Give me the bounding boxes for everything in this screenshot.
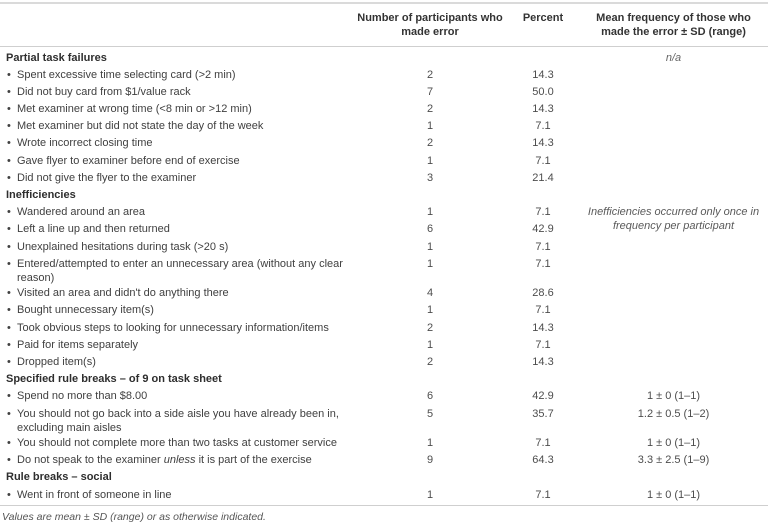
table-row [0, 83, 768, 100]
column-header-participants: Number of participants who made error [357, 12, 503, 38]
section-row-specified-rule-breaks [0, 371, 768, 388]
section-row-partial-task-failures [0, 49, 768, 66]
percent-value: 7.1 [535, 120, 551, 133]
table-row [0, 238, 768, 255]
bullet-icon: • [7, 454, 11, 467]
participants-count: 6 [426, 390, 434, 403]
percent-value: 7.1 [535, 304, 551, 317]
table-row [0, 169, 768, 186]
bullet-icon: • [7, 206, 11, 219]
row-label: Took obvious steps to looking for unnecessary information/items [17, 321, 329, 334]
percent-value: 7.1 [535, 206, 551, 219]
participants-count: 1 [426, 240, 434, 253]
table-row [0, 486, 768, 503]
percent-value: 7.1 [535, 338, 551, 351]
bullet-icon: • [7, 171, 11, 184]
mean-frequency-value: 1 ± 0 (1–1) [646, 488, 701, 501]
bullet-icon: • [7, 240, 11, 253]
row-label: Did not buy card from $1/value rack [17, 85, 191, 98]
participants-count: 6 [426, 223, 434, 236]
section-label: Inefficiencies [6, 189, 76, 201]
participants-count: 2 [426, 321, 434, 334]
row-label: Spend no more than $8.00 [17, 390, 148, 403]
bullet-icon: • [7, 407, 11, 420]
percent-value: 42.9 [532, 223, 554, 236]
percent-value: 64.3 [532, 454, 554, 467]
row-label: Spent excessive time selecting card (>2 min) [17, 68, 236, 81]
percent-value: 14.3 [532, 356, 554, 368]
table-header-row [0, 2, 768, 47]
participants-count: 1 [426, 304, 434, 317]
row-label: Entered/attempted to enter an unnecessary area (without any clear reason) [17, 257, 343, 284]
bullet-icon: • [7, 120, 11, 133]
percent-value: 14.3 [532, 137, 554, 150]
table-row [0, 101, 768, 118]
row-label: Met examiner at wrong time (<8 min or >12 min) [17, 103, 252, 116]
participants-count: 1 [426, 338, 434, 351]
bullet-icon: • [7, 338, 11, 351]
table-footnote: Values are mean ± SD (range) or as otherwise indicated. [0, 505, 768, 524]
mean-frequency-value: 1 ± 0 (1–1) [646, 390, 701, 403]
participants-count: 2 [426, 137, 434, 150]
percent-value: 42.9 [532, 390, 554, 403]
bullet-icon: • [7, 85, 11, 98]
row-label: Went in front of someone in line [17, 488, 172, 501]
bullet-icon: • [7, 437, 11, 450]
row-label: Paid for items separately [17, 338, 139, 351]
percent-value: 7.1 [535, 437, 551, 450]
row-label: Gave flyer to examiner before end of exercise [17, 154, 240, 167]
participants-count: 1 [426, 257, 434, 270]
percent-value: 7.1 [535, 154, 551, 167]
bullet-icon: • [7, 304, 11, 317]
section-label: Partial task failures [6, 51, 107, 64]
table-row [0, 66, 768, 83]
participants-count: 1 [426, 488, 434, 501]
mean-frequency-value: 1 ± 0 (1–1) [646, 437, 701, 450]
percent-value: 14.3 [532, 103, 554, 116]
table-row [0, 405, 768, 435]
percent-value: 14.3 [532, 68, 554, 81]
participants-count: 1 [426, 437, 434, 450]
table-row [0, 336, 768, 353]
participants-count: 5 [426, 407, 434, 420]
italic-word: unless [163, 454, 196, 467]
table-row [0, 118, 768, 135]
row-label: Left a line up and then returned [17, 223, 170, 236]
table-row [0, 319, 768, 336]
row-label: You should not go back into a side aisle you have already been in, excluding main aisles [17, 407, 339, 434]
row-label: Wrote incorrect closing time [17, 137, 153, 150]
bullet-icon: • [7, 287, 11, 300]
table-body [0, 47, 768, 503]
table-row [0, 152, 768, 169]
mean-frequency-value: 3.3 ± 2.5 (1–9) [637, 454, 710, 467]
row-label: Did not give the flyer to the examiner [17, 171, 197, 184]
table-row [0, 255, 768, 285]
percent-value: 28.6 [532, 287, 554, 300]
section-row-rule-breaks-social [0, 469, 768, 486]
row-label: Unexplained hesitations during task (>20 s) [17, 240, 229, 253]
section-label: Rule breaks – social [6, 471, 112, 484]
participants-count: 1 [426, 154, 434, 167]
bullet-icon: • [7, 137, 11, 150]
table-row [0, 452, 768, 469]
bullet-icon: • [7, 356, 11, 368]
row-label: Wandered around an area [17, 206, 146, 219]
bullet-icon: • [7, 68, 11, 81]
percent-value: 7.1 [535, 488, 551, 501]
column-header-percent: Percent [522, 12, 564, 24]
section-label: Specified rule breaks – of 9 on task sheet [6, 373, 222, 386]
row-label: You should not complete more than two tasks at customer service [17, 437, 337, 450]
participants-count: 2 [426, 356, 434, 368]
table-row [0, 388, 768, 405]
participants-count: 1 [426, 120, 434, 133]
percent-value: 50.0 [532, 85, 554, 98]
participants-count: 9 [426, 454, 434, 467]
column-header-mean-frequency: Mean frequency of those who made the error ± SD (range) [596, 12, 751, 38]
row-label: Bought unnecessary item(s) [17, 304, 154, 317]
table-row [0, 285, 768, 302]
table-row [0, 135, 768, 152]
percent-value: 7.1 [535, 240, 551, 253]
participants-count: 4 [426, 287, 434, 300]
bullet-icon: • [7, 223, 11, 236]
participants-count: 7 [426, 85, 434, 98]
bullet-icon: • [7, 488, 11, 501]
bullet-icon: • [7, 154, 11, 167]
row-label: Met examiner but did not state the day of the week [17, 120, 264, 133]
bullet-icon: • [7, 103, 11, 116]
mean-frequency-value: n/a [665, 51, 682, 64]
bullet-icon: • [7, 321, 11, 334]
percent-value: 21.4 [532, 171, 554, 184]
row-label: Do not speak to the examiner unless it is part of the exercise [17, 454, 312, 467]
percent-value: 35.7 [532, 407, 554, 420]
participants-count: 1 [426, 206, 434, 219]
percent-value: 14.3 [532, 321, 554, 334]
participants-count: 2 [426, 68, 434, 81]
table-row [0, 302, 768, 319]
table-row [0, 435, 768, 452]
participants-count: 3 [426, 171, 434, 184]
table-row [0, 354, 768, 371]
row-label: Visited an area and didn't do anything there [17, 287, 229, 300]
row-label: Dropped item(s) [17, 356, 96, 368]
participants-count: 2 [426, 103, 434, 116]
percent-value: 7.1 [535, 257, 551, 270]
section-row-inefficiencies [0, 187, 768, 204]
mean-frequency-value: 1.2 ± 0.5 (1–2) [637, 407, 710, 420]
bullet-icon: • [7, 257, 11, 270]
bullet-icon: • [7, 390, 11, 403]
inefficiencies-note: Inefficiencies occurred only once in frequency per participant [587, 206, 760, 233]
